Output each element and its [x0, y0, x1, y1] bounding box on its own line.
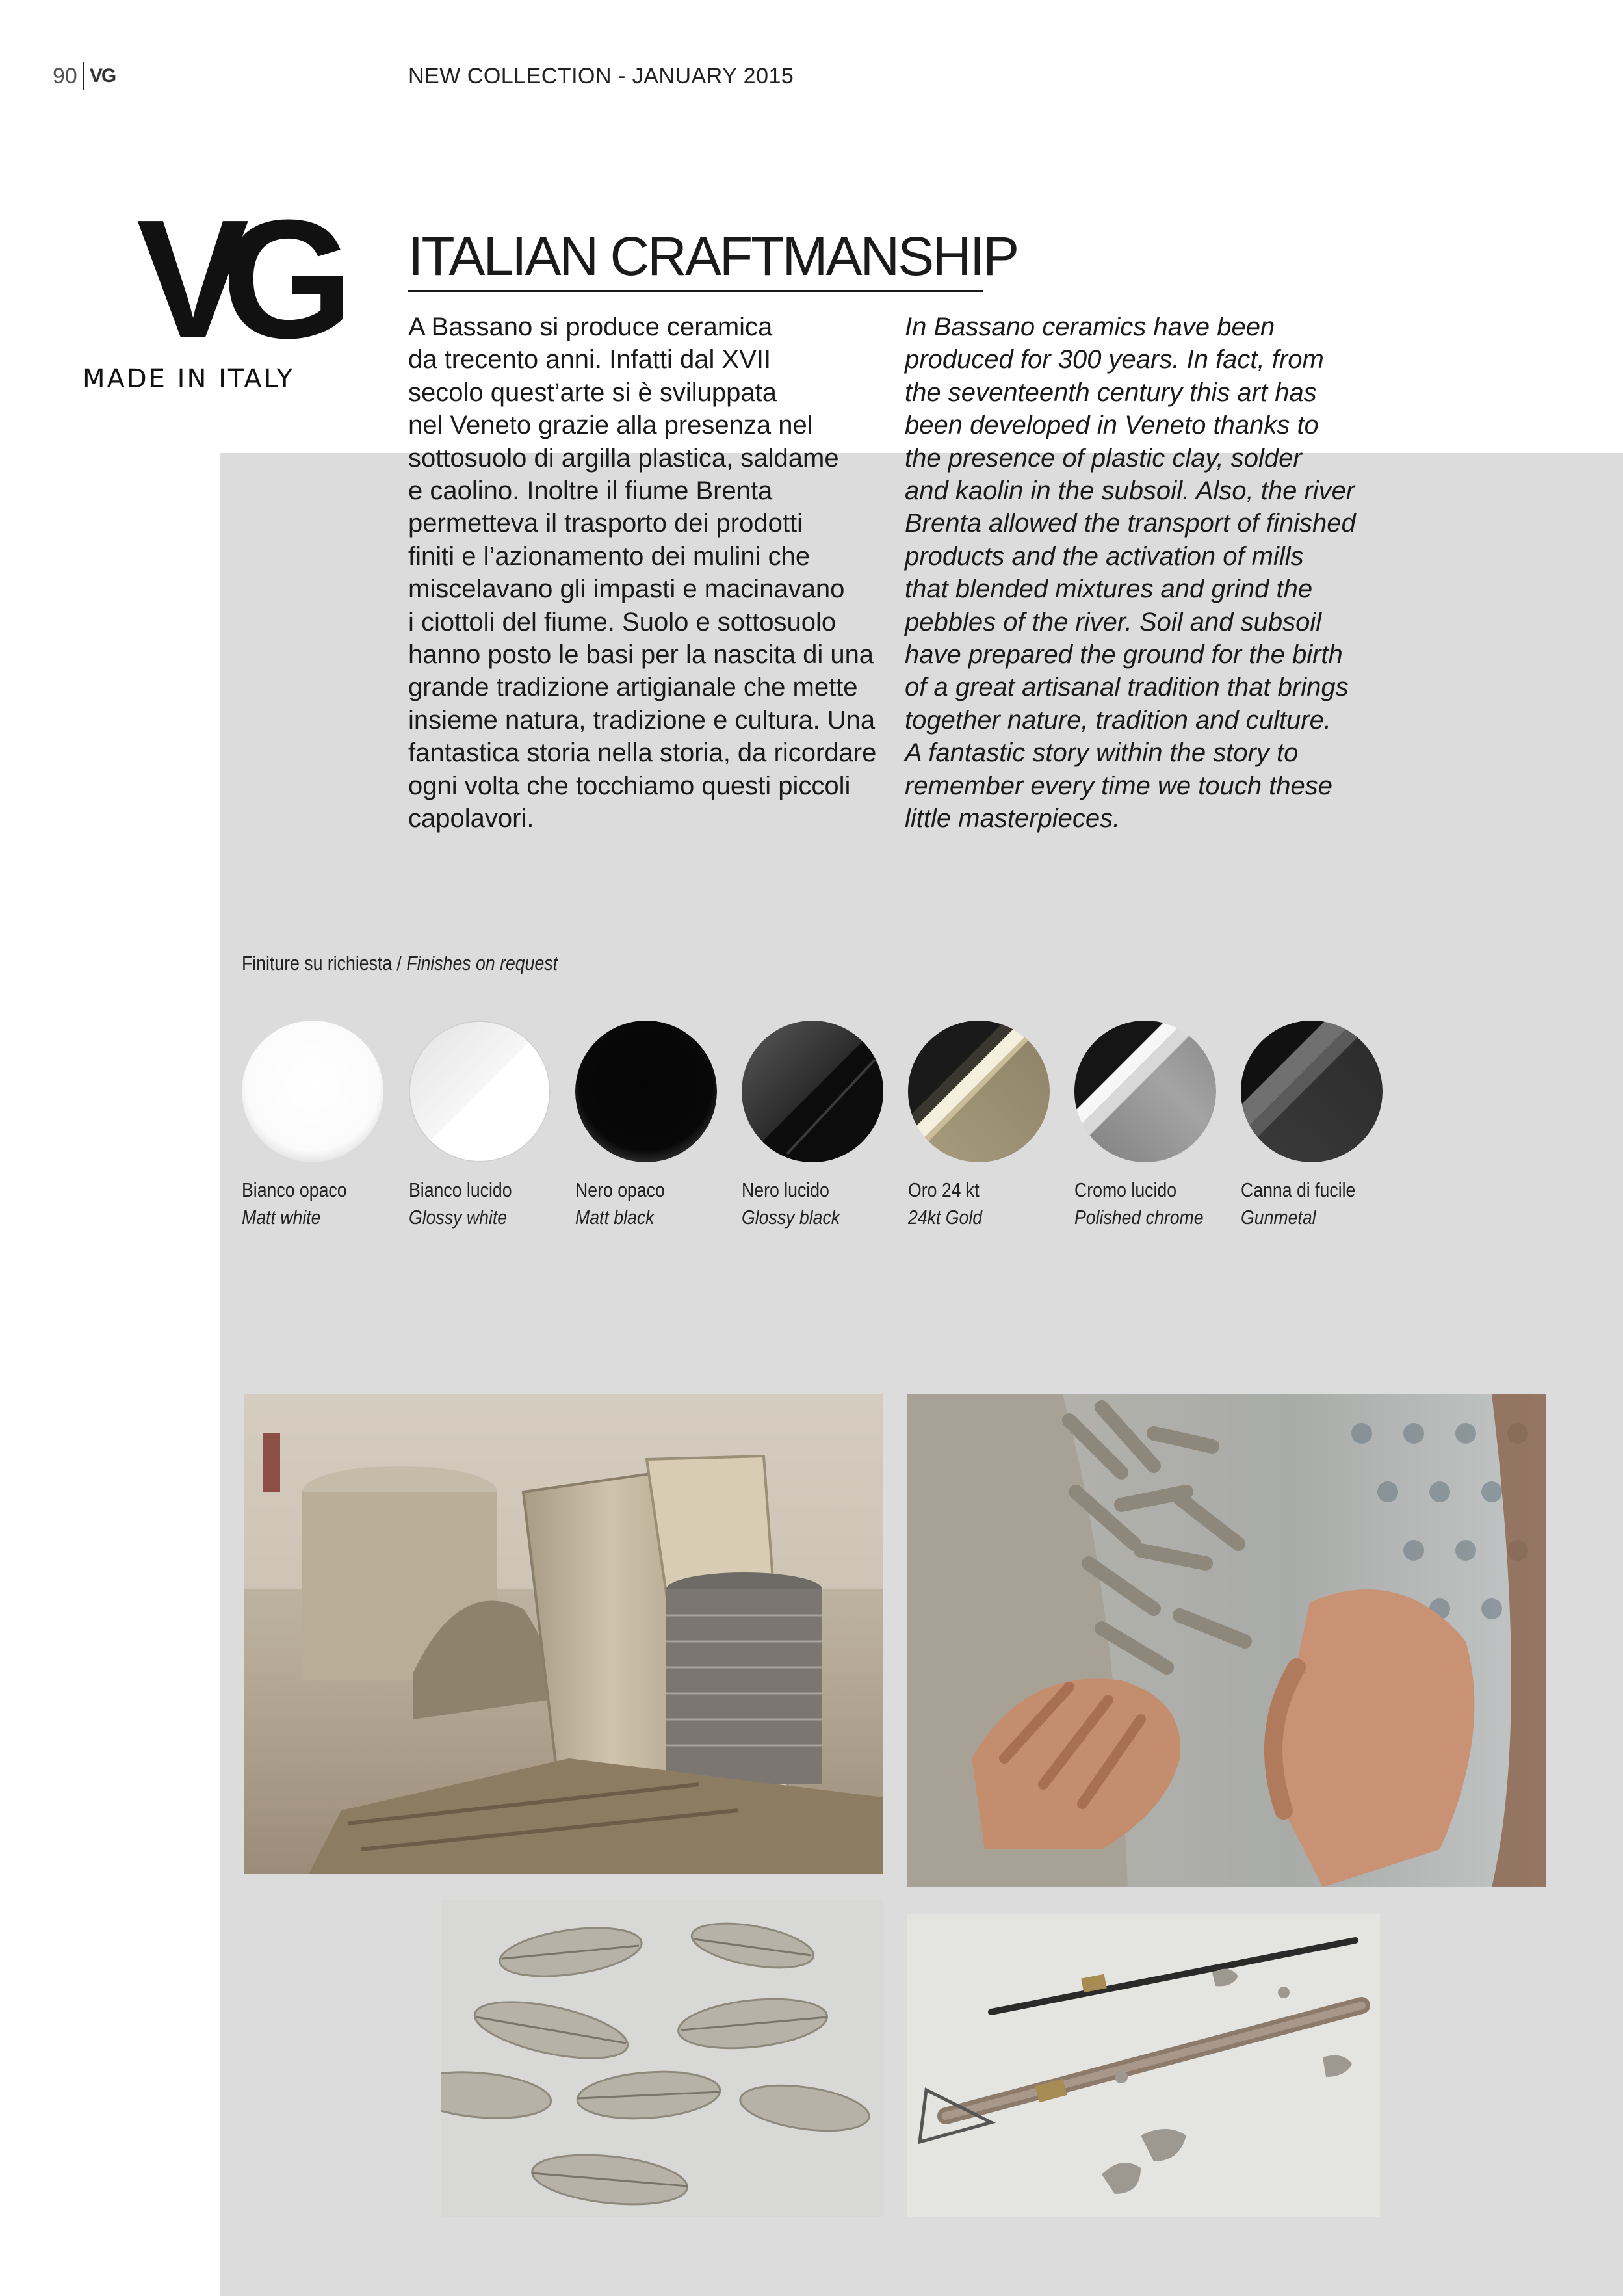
swatch-glossy-white	[409, 1021, 551, 1162]
swatch-polished-chrome	[1074, 1021, 1216, 1162]
swatch-label-it: Cromo lucido	[1074, 1179, 1177, 1201]
photo-clay-leaves	[441, 1900, 883, 2217]
swatch-label-matt-black	[575, 1177, 665, 1231]
swatch-label-glossy-white	[409, 1177, 512, 1231]
swatch-label-en: Glossy black	[742, 1206, 840, 1229]
swatch-label-it: Bianco lucido	[409, 1179, 512, 1201]
swatch-glossy-white-graphic	[409, 1021, 551, 1162]
photo-hands-clay-graphic	[907, 1394, 1546, 1887]
swatch-gunmetal	[1241, 1021, 1383, 1162]
english-body-text: In Bassano ceramics have been produced for 300 years. In fact, from the seventeenth century this art has been developed in Veneto thanks to the presence of plastic clay, solder and kaolin in the subsoil. Also, the river Brenta allowed the transport of finished products and the activation of mills that blended mixtures and grind the pebbles of the river. Soil and subsoil have prepared the ground for the birth of a great artisanal tradition that brings together nature, tradition and culture. A fantastic story within the story to remember every time we touch these little masterpieces.	[905, 313, 1356, 833]
logo-letters: VG	[136, 185, 326, 374]
swatch-label-it: Canna di fucile	[1241, 1179, 1356, 1201]
swatch-label-en: Matt white	[242, 1206, 321, 1229]
swatch-glossy-black-graphic	[742, 1021, 883, 1162]
swatch-label-en: Glossy white	[409, 1206, 508, 1229]
swatch-label-it: Bianco opaco	[242, 1179, 347, 1201]
swatch-label-en: Matt black	[575, 1206, 655, 1229]
photo-hands-clay	[907, 1394, 1546, 1887]
swatch-label-24kt-gold	[908, 1177, 982, 1231]
photo-clay-tools	[907, 1914, 1380, 2217]
swatch-label-en: Gunmetal	[1241, 1206, 1316, 1229]
finishes-heading	[242, 952, 558, 975]
swatch-label-glossy-black	[742, 1177, 840, 1231]
header-brand: VG	[89, 65, 116, 86]
photo-clay-leaves-graphic	[441, 1900, 883, 2217]
title-underline	[408, 290, 983, 292]
swatch-label-it: Oro 24 kt	[908, 1179, 980, 1201]
section-title: ITALIAN CRAFTMANSHIP	[408, 226, 1018, 287]
finishes-heading-it: Finiture su richiesta /	[242, 952, 407, 974]
swatch-label-it: Nero lucido	[742, 1179, 829, 1201]
photo-workshop-molds	[244, 1394, 883, 1874]
photo-clay-tools-graphic	[907, 1914, 1380, 2217]
swatch-label-it: Nero opaco	[575, 1179, 665, 1201]
swatch-matt-black-graphic	[575, 1021, 717, 1162]
swatch-label-en: Polished chrome	[1074, 1206, 1204, 1229]
header-divider	[83, 62, 84, 90]
swatch-label-polished-chrome	[1074, 1177, 1204, 1231]
swatch-24kt-gold-graphic	[908, 1021, 1050, 1162]
swatch-matt-white-graphic	[242, 1021, 383, 1162]
logo-tagline: MADE IN ITALY	[83, 364, 294, 394]
swatch-matt-black	[575, 1021, 717, 1162]
swatch-polished-chrome-graphic	[1074, 1021, 1216, 1162]
swatch-glossy-black	[742, 1021, 883, 1162]
swatch-label-gunmetal	[1241, 1177, 1355, 1231]
vg-logo	[81, 185, 393, 397]
italian-body-text: A Bassano si produce ceramica da trecento anni. Infatti dal XVII secolo quest’arte si è sviluppata nel Veneto grazie alla presenza nel sottosuolo di argilla plastica, saldame e caolino. Inoltre il fiume Brenta permetteva il trasporto dei prodotti finiti e l’azionamento dei mulini che miscelavano gli impasti e macinavano i ciottoli del fiume. Suolo e sottosuolo hanno posto le basi per la nascita di una grande tradizione artigianale che mette insieme natura, tradizione e cultura. Una fantastica storia nella storia, da ricordare ogni volta che tocchiamo questi piccoli capolavori.	[408, 313, 877, 833]
finishes-heading-en: Finishes on request	[406, 952, 558, 974]
swatch-label-en: 24kt Gold	[908, 1206, 983, 1229]
swatch-gunmetal-graphic	[1241, 1021, 1383, 1162]
swatch-24kt-gold	[908, 1021, 1050, 1162]
page-number-block	[53, 62, 115, 90]
collection-title: NEW COLLECTION - JANUARY 2015	[408, 64, 794, 88]
swatch-label-matt-white	[242, 1177, 347, 1231]
photo-workshop-molds-graphic	[244, 1394, 883, 1874]
swatch-matt-white	[242, 1021, 383, 1162]
page-number: 90	[53, 63, 77, 88]
